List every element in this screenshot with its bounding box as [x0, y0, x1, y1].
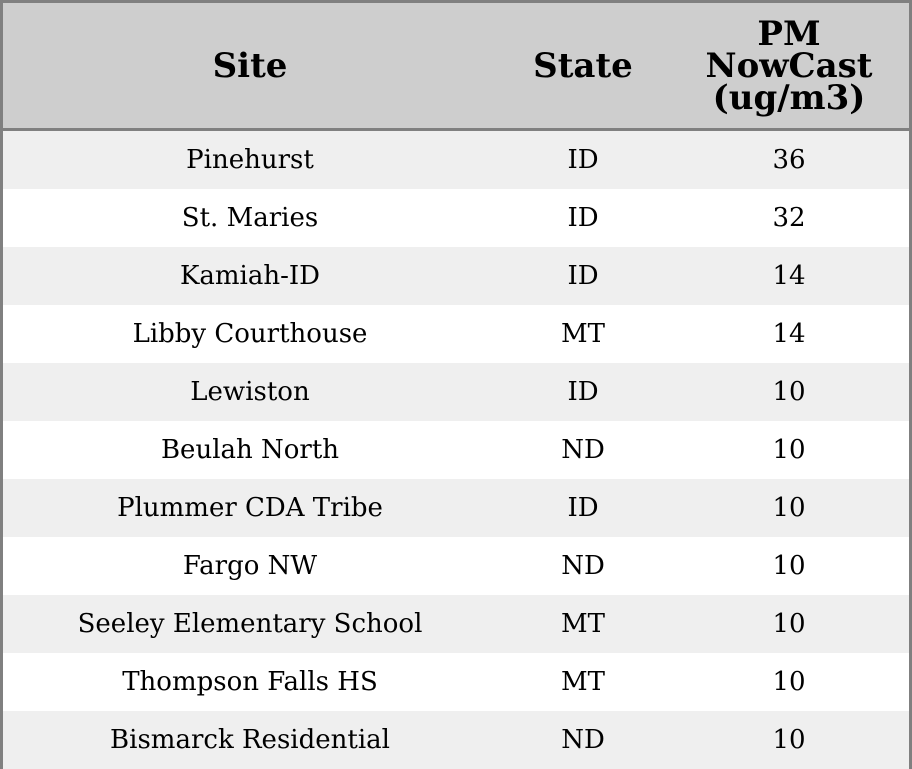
cell-state: MT [561, 319, 605, 349]
table-row [3, 247, 909, 305]
cell-pm-nowcast: 10 [772, 493, 806, 523]
cell-state: ND [561, 435, 605, 465]
cell-site: Bismarck Residential [110, 725, 390, 755]
cell-state: ID [567, 203, 599, 233]
cell-site: Seeley Elementary School [77, 609, 423, 639]
cell-pm-nowcast: 14 [772, 319, 806, 349]
table-header-row [3, 3, 909, 131]
cell-site: Kamiah-ID [179, 261, 321, 291]
table-row [3, 653, 909, 711]
column-header-pm-nowcast [669, 3, 909, 128]
cell-pm-nowcast: 10 [772, 435, 806, 465]
table-row [3, 537, 909, 595]
table-row [3, 189, 909, 247]
cell-state: ID [567, 261, 599, 291]
cell-site: Lewiston [190, 377, 310, 407]
cell-site: Pinehurst [186, 145, 314, 175]
cell-state: ND [561, 551, 605, 581]
table-row [3, 363, 909, 421]
cell-pm-nowcast: 10 [772, 667, 806, 697]
cell-state: MT [561, 609, 605, 639]
cell-site: Libby Courthouse [132, 319, 368, 349]
cell-pm-nowcast: 14 [772, 261, 806, 291]
column-header-state-label: State [533, 45, 633, 86]
cell-state: ID [567, 493, 599, 523]
table-row [3, 711, 909, 769]
cell-state: ND [561, 725, 605, 755]
cell-state: MT [561, 667, 605, 697]
table-row [3, 305, 909, 363]
column-header-state [497, 3, 669, 128]
cell-pm-nowcast: 36 [772, 145, 806, 175]
column-header-pm-nowcast-label: PM NowCast (ug/m3) [705, 13, 873, 118]
table-row [3, 479, 909, 537]
table-row [3, 421, 909, 479]
cell-state: ID [567, 377, 599, 407]
column-header-site-label: Site [212, 45, 288, 86]
table-row [3, 131, 909, 189]
table-row [3, 595, 909, 653]
cell-site: Fargo NW [182, 551, 318, 581]
cell-pm-nowcast: 10 [772, 725, 806, 755]
table-body [3, 131, 909, 769]
column-header-site [3, 3, 497, 128]
cell-site: Plummer CDA Tribe [117, 493, 383, 523]
cell-site: St. Maries [181, 203, 319, 233]
cell-site: Thompson Falls HS [122, 667, 378, 697]
cell-pm-nowcast: 10 [772, 377, 806, 407]
cell-pm-nowcast: 10 [772, 551, 806, 581]
cell-pm-nowcast: 32 [772, 203, 806, 233]
cell-site: Beulah North [160, 435, 340, 465]
cell-pm-nowcast: 10 [772, 609, 806, 639]
cell-state: ID [567, 145, 599, 175]
